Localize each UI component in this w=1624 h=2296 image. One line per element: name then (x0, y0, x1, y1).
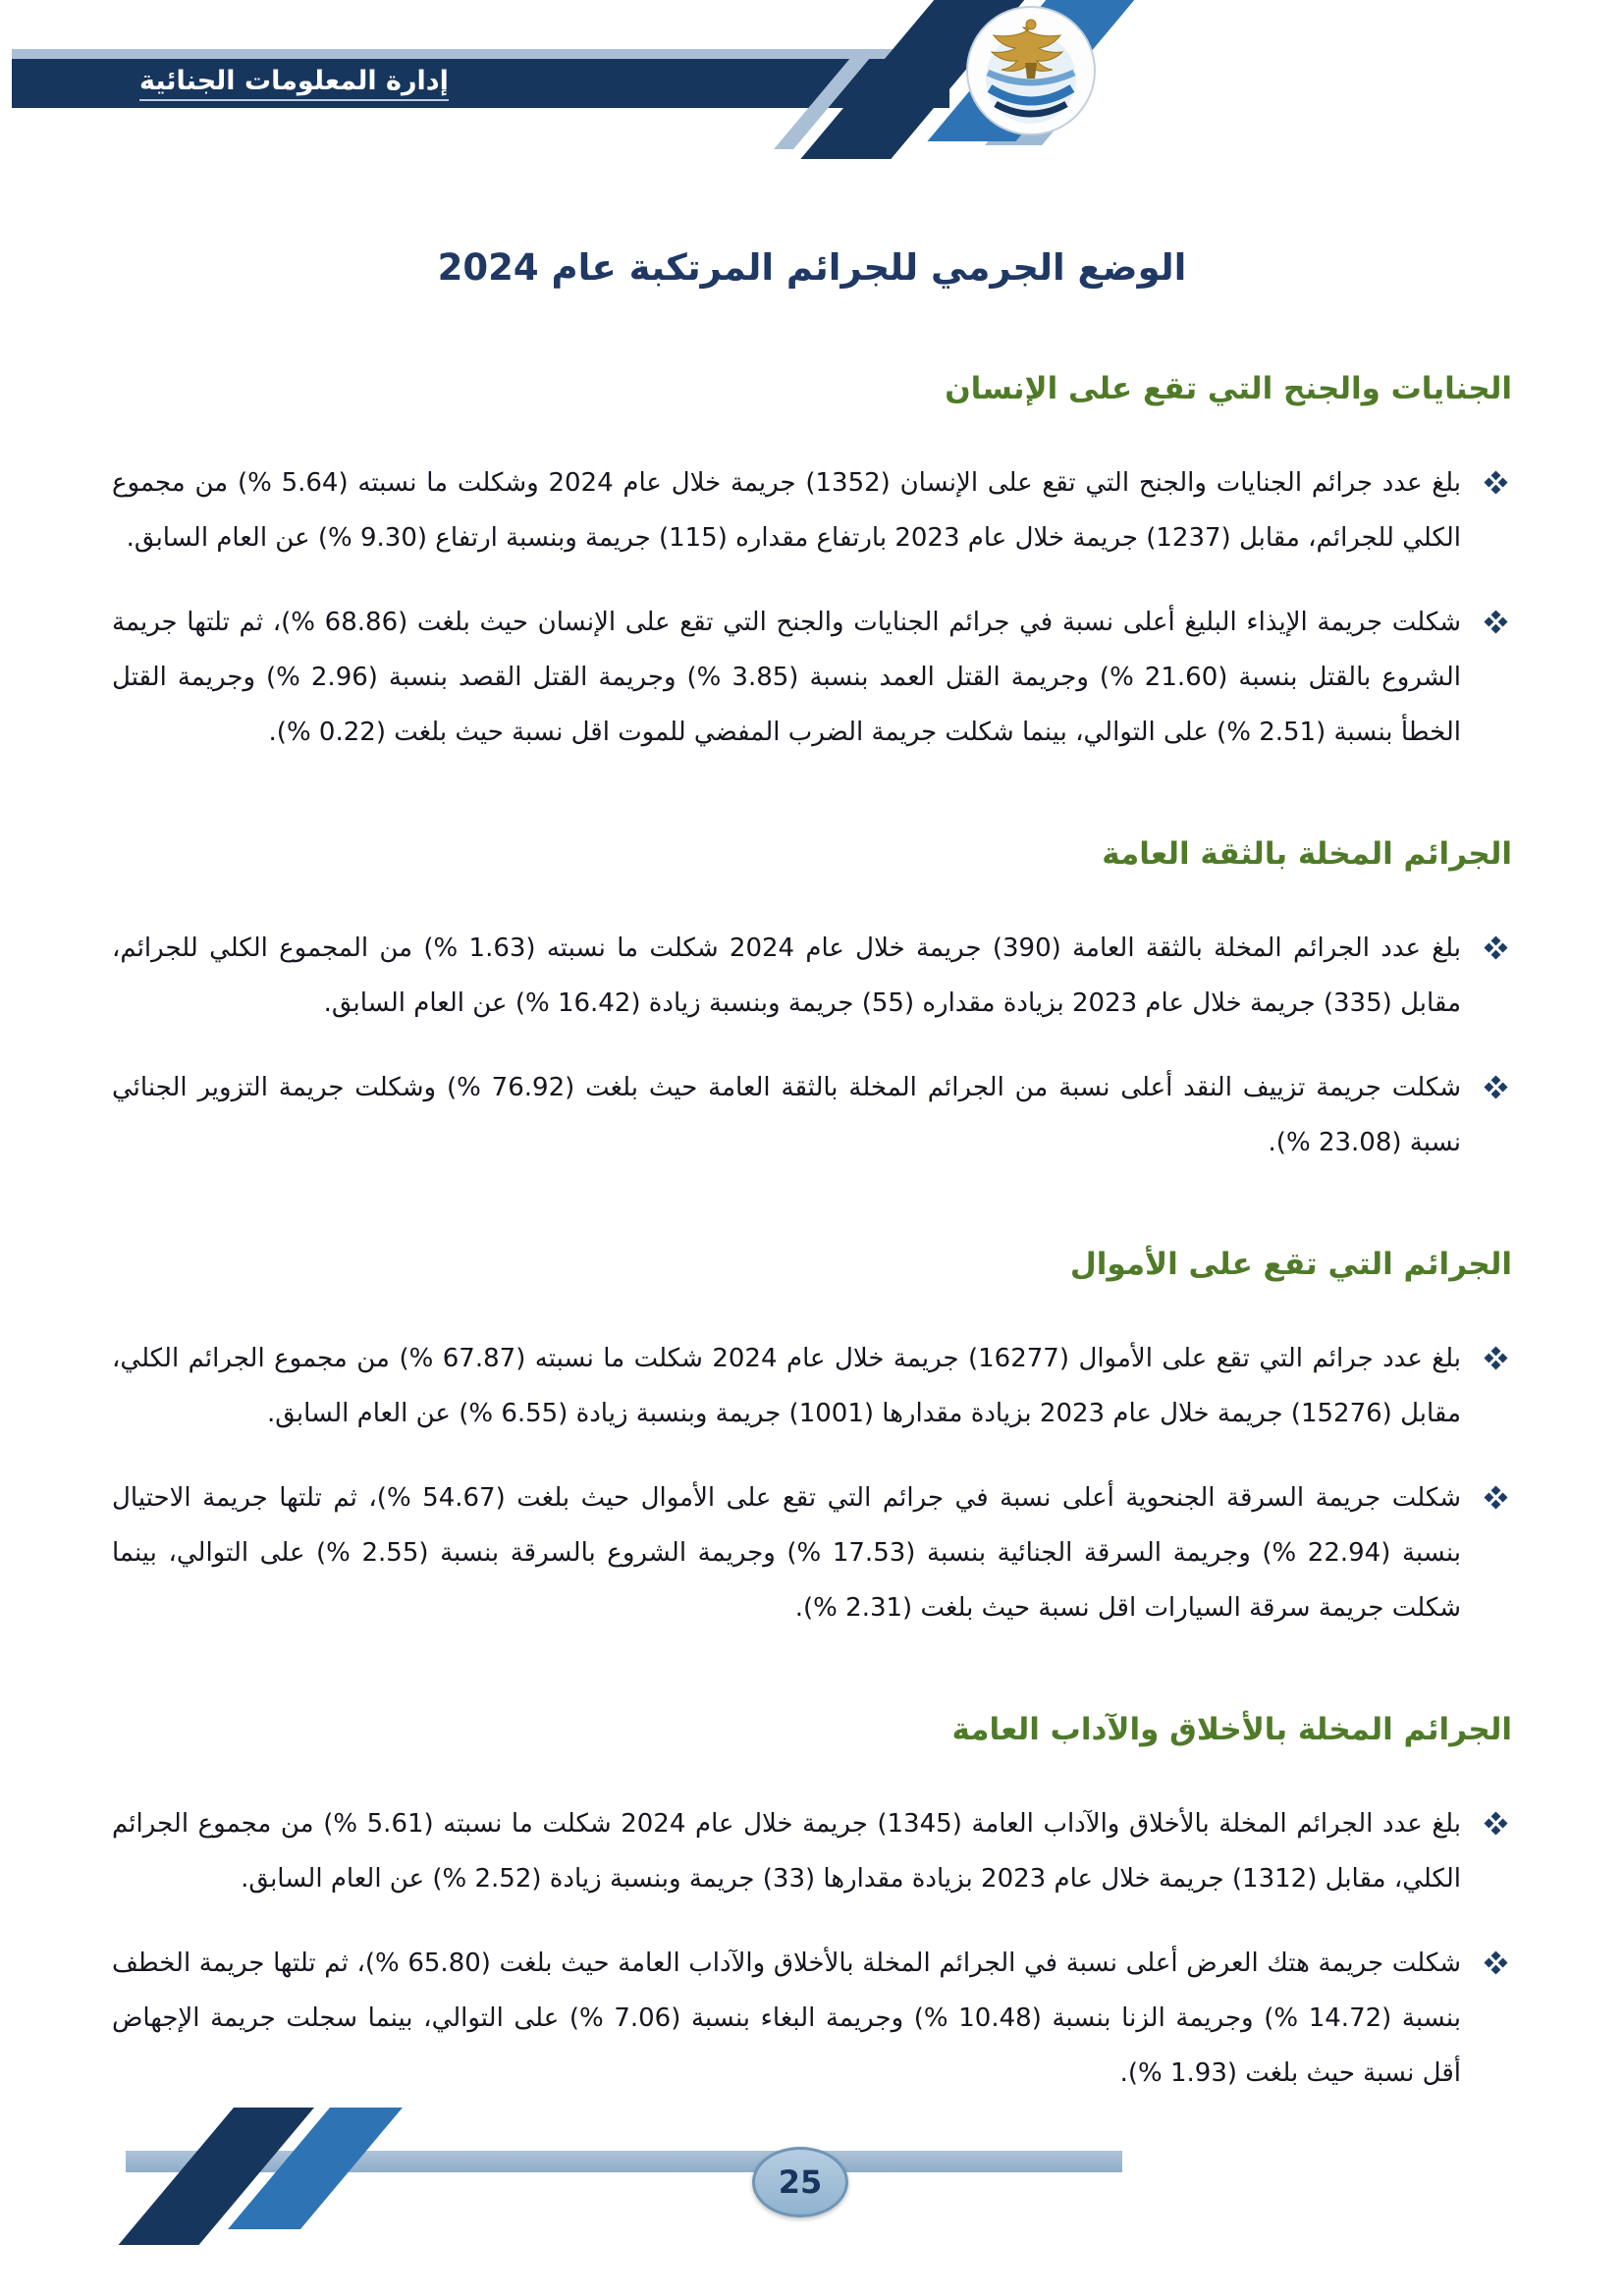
bullet-text: شكلت جريمة الإيذاء البليغ أعلى نسبة في جرائم الجنايات والجنح التي تقع على الإنسان حيث بلغت (68.86 %)، ثم تلتها جريمة الشروع بالقتل بنسبة (21.60 %) وجريمة القتل العمد بنسبة (3.85 %) وجريمة القتل القصد بنسبة (2.96 %) وجريمة القتل الخطأ بنسبة (2.51 %) على التوالي، بينما شكلت جريمة الضرب المفضي للموت اقل نسبة حيث بلغت (0.22 %). (112, 608, 1461, 747)
bullet-paragraph (112, 455, 1512, 565)
department-banner-title: إدارة المعلومات الجنائية (139, 66, 449, 101)
diamond-bullet-icon (1484, 1075, 1507, 1098)
document-title: الوضع الجرمي للجرائم المرتكبة عام 2024 (437, 246, 1187, 289)
bullet-text: شكلت جريمة هتك العرض أعلى نسبة في الجرائم المخلة بالأخلاق والآداب العامة حيث بلغت (65.80 %)، ثم تلتها جريمة الخطف بنسبة (14.72 %) وجريمة الزنا بنسبة (10.48 %) وجريمة البغاء بنسبة (7.06 %) على التوالي، بينما سجلت جريمة الإجهاض أقل نسبة حيث بلغت (1.93 %). (112, 1949, 1461, 2088)
bullet-text: بلغ عدد الجرائم المخلة بالثقة العامة (390) جريمة خلال عام 2024 شكلت ما نسبته (1.63 %) من المجموع الكلي للجرائم، مقابل (335) جريمة خلال عام 2023 بزيادة مقداره (55) جريمة وبنسبة زيادة (16.42 %) عن العام السابق. (112, 934, 1461, 1018)
bullet-paragraph (112, 1936, 1512, 2101)
bullet-paragraph (112, 595, 1512, 760)
section-crimes-against-persons (112, 367, 1512, 760)
diamond-bullet-icon (1484, 470, 1507, 494)
diamond-bullet-icon (1484, 935, 1507, 959)
page-footer (0, 2100, 1624, 2296)
bullet-text: بلغ عدد الجرائم المخلة بالأخلاق والآداب العامة (1345) جريمة خلال عام 2024 شكلت ما نسبته (5.61 %) من مجموع الجرائم الكلي، مقابل (1312) جريمة خلال عام 2023 بزيادة مقدارها (33) جريمة وبنسبة زيادة (2.52 %) عن العام السابق. (112, 1809, 1461, 1894)
bullet-paragraph (112, 1470, 1512, 1635)
diamond-bullet-icon (1484, 610, 1507, 633)
bullet-paragraph (112, 1331, 1512, 1441)
section-heading: الجرائم المخلة بالأخلاق والآداب العامة (951, 1712, 1512, 1747)
header-banner (12, 59, 949, 108)
bullet-paragraph (112, 921, 1512, 1031)
section-crimes-public-morals (112, 1708, 1512, 2101)
diamond-bullet-icon (1484, 1485, 1507, 1509)
section-crimes-against-property (112, 1243, 1512, 1635)
page-number: 25 (778, 2163, 823, 2201)
bullet-paragraph (112, 1060, 1512, 1170)
page-header (0, 0, 1624, 172)
diamond-bullet-icon (1484, 1346, 1507, 1369)
section-heading: الجرائم التي تقع على الأموال (1069, 1247, 1512, 1282)
section-crimes-public-trust (112, 832, 1512, 1170)
public-security-emblem-icon (964, 4, 1098, 137)
diamond-bullet-icon (1484, 1950, 1507, 1974)
bullet-text: شكلت جريمة تزييف النقد أعلى نسبة من الجرائم المخلة بالثقة العامة حيث بلغت (76.92 %) وشكلت جريمة التزوير الجنائي نسبة (23.08 %). (112, 1073, 1461, 1157)
bullet-text: شكلت جريمة السرقة الجنحوية أعلى نسبة في جرائم التي تقع على الأموال حيث بلغت (54.67 %)، ثم تلتها جريمة الاحتيال بنسبة (22.94 %) وجريمة السرقة الجنائية بنسبة (17.53 %) وجريمة الشروع بالسرقة بنسبة (2.55 %) على التوالي، بينما شكلت جريمة سرقة السيارات اقل نسبة حيث بلغت (2.31 %). (112, 1483, 1462, 1623)
diamond-bullet-icon (1484, 1811, 1507, 1835)
page-number-badge (752, 2147, 848, 2217)
bullet-paragraph (112, 1796, 1512, 1906)
section-heading: الجنايات والجنح التي تقع على الإنسان (945, 371, 1512, 406)
section-heading: الجرائم المخلة بالثقة العامة (1102, 836, 1512, 872)
bullet-text: بلغ عدد جرائم الجنايات والجنح التي تقع على الإنسان (1352) جريمة خلال عام 2024 وشكلت ما نسبته (5.64 %) من مجموع الكلي للجرائم، مقابل (1237) جريمة خلال عام 2023 بارتفاع مقداره (115) جريمة وبنسبة ارتفاع (9.30 %) عن العام السابق. (112, 468, 1461, 553)
bullet-text: بلغ عدد جرائم التي تقع على الأموال (16277) جريمة خلال عام 2024 شكلت ما نسبته (67.87 %) من مجموع الجرائم الكلي، مقابل (15276) جريمة خلال عام 2023 بزيادة مقدارها (1001) جريمة وبنسبة زيادة (6.55 %) عن العام السابق. (112, 1344, 1461, 1428)
